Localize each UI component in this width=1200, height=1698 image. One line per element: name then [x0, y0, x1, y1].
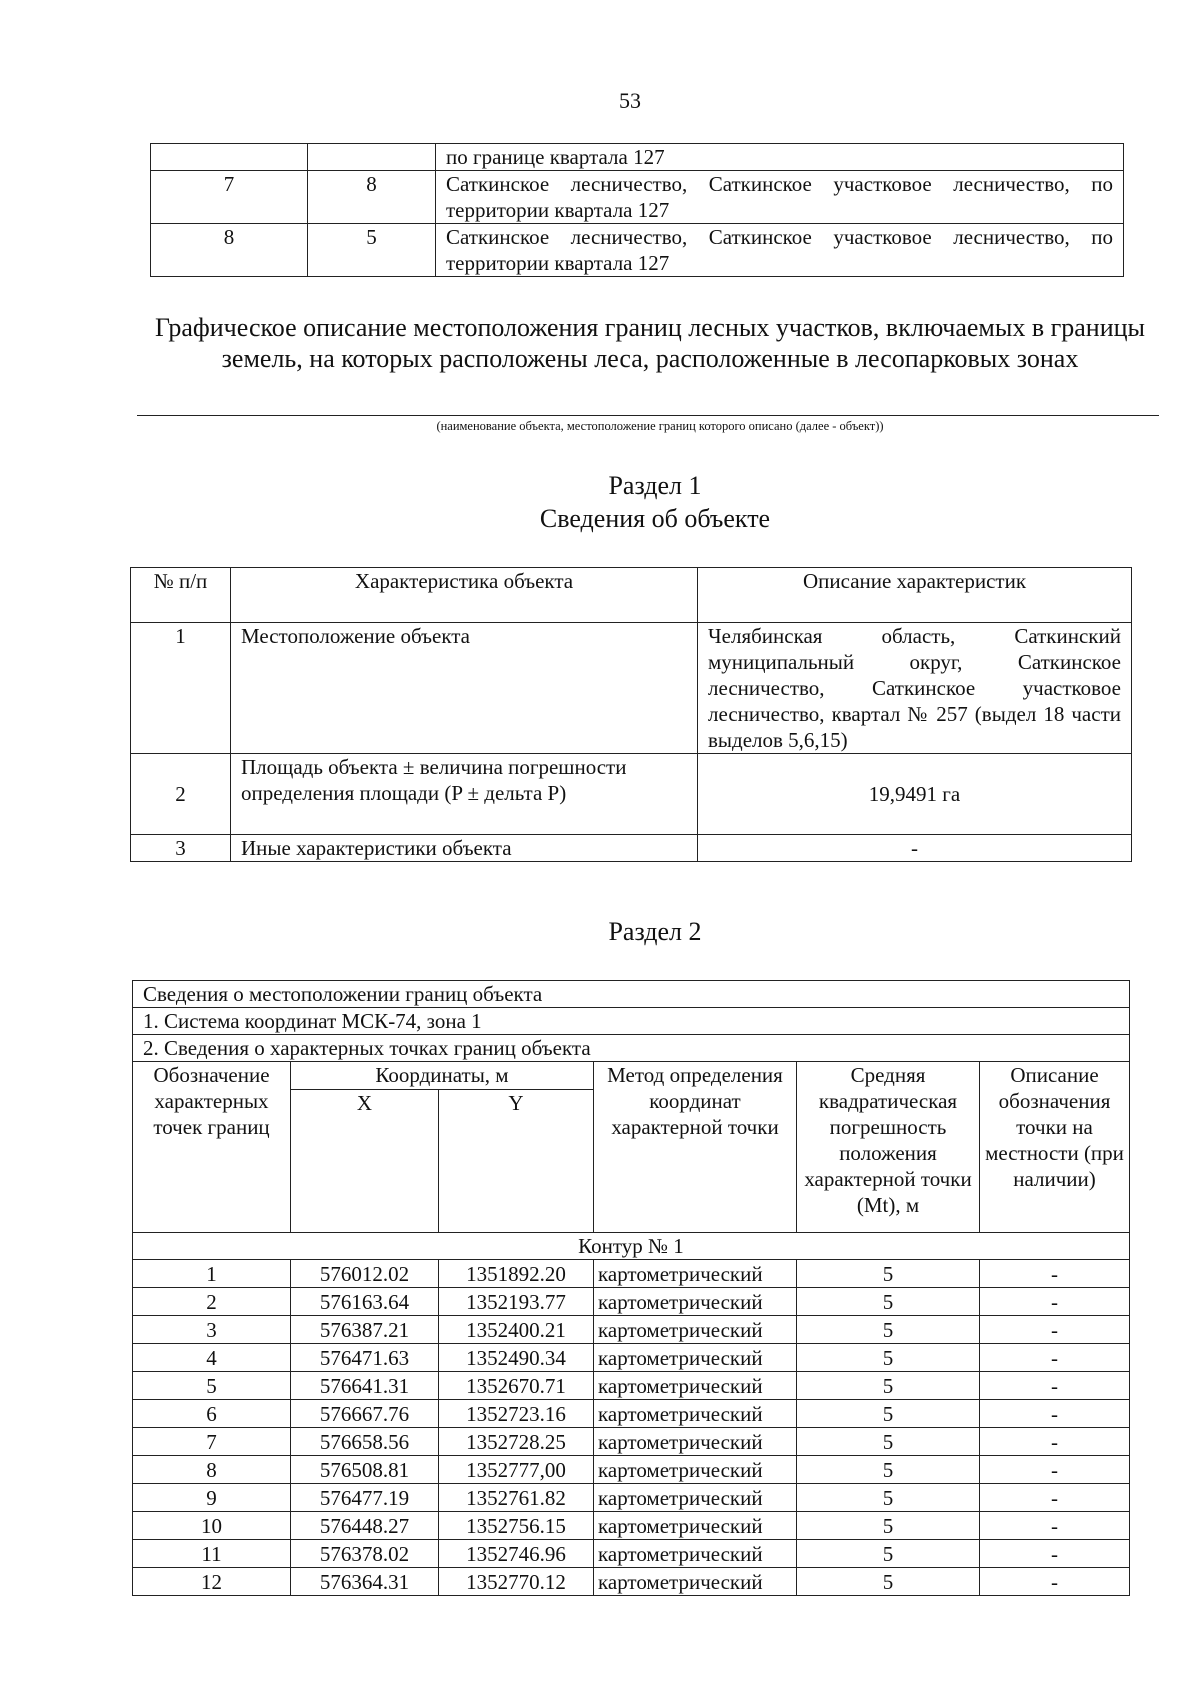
- point-number: 1: [133, 1260, 291, 1288]
- mean-error: 5: [797, 1512, 980, 1540]
- row-characteristic: Иные характеристики объекта: [231, 835, 698, 862]
- boundary-description: Саткинское лесничество, Саткинское участковое лесничество, по территории квартала 127: [436, 171, 1124, 224]
- mean-error: 5: [797, 1316, 980, 1344]
- table-row: [131, 754, 1132, 835]
- location-note: -: [980, 1288, 1130, 1316]
- table-row: [133, 1428, 1130, 1456]
- boundary-description-table: [150, 143, 1124, 277]
- coord-y: 1352400.21: [439, 1316, 594, 1344]
- method: картометрический: [594, 1540, 797, 1568]
- mean-error: 5: [797, 1456, 980, 1484]
- coord-y: 1352723.16: [439, 1400, 594, 1428]
- header-characteristic: Характеристика объекта: [231, 568, 698, 623]
- point-number: 9: [133, 1484, 291, 1512]
- coord-y: 1352756.15: [439, 1512, 594, 1540]
- point-number: 8: [133, 1456, 291, 1484]
- mean-error: 5: [797, 1344, 980, 1372]
- header-x: X: [291, 1090, 439, 1233]
- method: картометрический: [594, 1484, 797, 1512]
- point-number: 2: [133, 1288, 291, 1316]
- contour-label: Контур № 1: [133, 1233, 1130, 1260]
- method: картометрический: [594, 1344, 797, 1372]
- coord-x: 576012.02: [291, 1260, 439, 1288]
- row-description: Челябинская область, Саткинский муниципальный округ, Саткинское лесничество, Саткинское участковое лесничество, квартал № 257 (выдел 18 части выделов 5,6,15): [698, 623, 1132, 754]
- points-title-row: [133, 1035, 1130, 1062]
- table-title: Сведения о местоположении границ объекта: [133, 981, 1130, 1008]
- table-header-row: [133, 1062, 1130, 1090]
- points-body: [133, 1260, 1130, 1596]
- point-from: 8: [151, 224, 308, 277]
- row-characteristic: Площадь объекта ± величина погрешности определения площади (P ± дельта P): [231, 754, 698, 835]
- location-note: -: [980, 1400, 1130, 1428]
- header-method: Метод определения координат характерной точки: [594, 1062, 797, 1233]
- location-note: -: [980, 1316, 1130, 1344]
- location-note: -: [980, 1456, 1130, 1484]
- header-description: Описание характеристик: [698, 568, 1132, 623]
- method: картометрический: [594, 1288, 797, 1316]
- coord-y: 1351892.20: [439, 1260, 594, 1288]
- table-row: [133, 1484, 1130, 1512]
- point-from: 7: [151, 171, 308, 224]
- table-title-row: [133, 981, 1130, 1008]
- table-row: [151, 171, 1124, 224]
- point-number: 7: [133, 1428, 291, 1456]
- coord-x: 576378.02: [291, 1540, 439, 1568]
- mean-error: 5: [797, 1260, 980, 1288]
- table-row: [131, 835, 1132, 862]
- header-error: Средняя квадратическая погрешность положения характерной точки (Mt), м: [797, 1062, 980, 1233]
- coord-y: 1352746.96: [439, 1540, 594, 1568]
- point-number: 5: [133, 1372, 291, 1400]
- row-characteristic: Местоположение объекта: [231, 623, 698, 754]
- mean-error: 5: [797, 1568, 980, 1596]
- location-note: -: [980, 1568, 1130, 1596]
- mean-error: 5: [797, 1428, 980, 1456]
- boundary-points-table: [132, 980, 1130, 1596]
- method: картометрический: [594, 1260, 797, 1288]
- coord-y: 1352761.82: [439, 1484, 594, 1512]
- coord-y: 1352770.12: [439, 1568, 594, 1596]
- table-row: [133, 1316, 1130, 1344]
- header-num: № п/п: [131, 568, 231, 623]
- method: картометрический: [594, 1372, 797, 1400]
- coord-x: 576163.64: [291, 1288, 439, 1316]
- coord-x: 576448.27: [291, 1512, 439, 1540]
- point-from: [151, 144, 308, 171]
- mean-error: 5: [797, 1540, 980, 1568]
- method: картометрический: [594, 1456, 797, 1484]
- contour-row: [133, 1233, 1130, 1260]
- coord-y: 1352193.77: [439, 1288, 594, 1316]
- location-note: -: [980, 1344, 1130, 1372]
- method: картометрический: [594, 1428, 797, 1456]
- mean-error: 5: [797, 1372, 980, 1400]
- header-location: Описание обозначения точки на местности (при наличии): [980, 1062, 1130, 1233]
- coordinate-system: 1. Система координат МСК-74, зона 1: [133, 1008, 1130, 1035]
- coord-y: 1352670.71: [439, 1372, 594, 1400]
- table-header-row: [131, 568, 1132, 623]
- section1-heading: Раздел 1: [608, 471, 702, 500]
- coordinate-system-row: [133, 1008, 1130, 1035]
- point-to: 8: [308, 171, 436, 224]
- boundary-description: Саткинское лесничество, Саткинское участковое лесничество, по территории квартала 127: [436, 224, 1124, 277]
- coord-y: 1352777,00: [439, 1456, 594, 1484]
- header-y: Y: [439, 1090, 594, 1233]
- table-row: [151, 224, 1124, 277]
- header-designation: Обозначение характерных точек границ: [133, 1062, 291, 1233]
- location-note: -: [980, 1428, 1130, 1456]
- table-row: [133, 1456, 1130, 1484]
- method: картометрический: [594, 1316, 797, 1344]
- point-number: 12: [133, 1568, 291, 1596]
- table-row: [133, 1568, 1130, 1596]
- method: картометрический: [594, 1512, 797, 1540]
- point-number: 6: [133, 1400, 291, 1428]
- row-num: 1: [131, 623, 231, 754]
- point-number: 11: [133, 1540, 291, 1568]
- mean-error: 5: [797, 1400, 980, 1428]
- point-number: 3: [133, 1316, 291, 1344]
- coord-x: 576471.63: [291, 1344, 439, 1372]
- location-note: -: [980, 1260, 1130, 1288]
- row-description: 19,9491 га: [698, 754, 1132, 835]
- title-underline: [137, 415, 1159, 416]
- object-info-table: [130, 567, 1132, 862]
- location-note: -: [980, 1540, 1130, 1568]
- mean-error: 5: [797, 1288, 980, 1316]
- object-title: Графическое описание местоположения границ лесных участков, включаемых в границы земель, на которых расположены леса, расположенные в лесопарковых зонах: [154, 313, 1146, 373]
- table-row: [133, 1372, 1130, 1400]
- section1-subtitle: Сведения об объекте: [539, 504, 771, 533]
- location-note: -: [980, 1372, 1130, 1400]
- coord-x: 576387.21: [291, 1316, 439, 1344]
- table-row: [131, 623, 1132, 754]
- section2-heading: Раздел 2: [608, 917, 702, 946]
- points-title: 2. Сведения о характерных точках границ объекта: [133, 1035, 1130, 1062]
- method: картометрический: [594, 1400, 797, 1428]
- coord-x: 576658.56: [291, 1428, 439, 1456]
- coord-x: 576364.31: [291, 1568, 439, 1596]
- table-row: [133, 1260, 1130, 1288]
- table-row: [133, 1400, 1130, 1428]
- table-row: [133, 1540, 1130, 1568]
- table-row: [133, 1512, 1130, 1540]
- coord-x: 576667.76: [291, 1400, 439, 1428]
- coord-x: 576508.81: [291, 1456, 439, 1484]
- table-row: [133, 1288, 1130, 1316]
- point-number: 10: [133, 1512, 291, 1540]
- mean-error: 5: [797, 1484, 980, 1512]
- row-num: 2: [131, 754, 231, 835]
- coord-y: 1352728.25: [439, 1428, 594, 1456]
- coord-y: 1352490.34: [439, 1344, 594, 1372]
- location-note: -: [980, 1484, 1130, 1512]
- table-row: [133, 1344, 1130, 1372]
- header-coordinates: Координаты, м: [291, 1062, 594, 1090]
- point-to: [308, 144, 436, 171]
- coord-x: 576477.19: [291, 1484, 439, 1512]
- table-row: [151, 144, 1124, 171]
- object-caption: (наименование объекта, местоположение границ которого описано (далее - объект)): [436, 419, 884, 433]
- row-num: 3: [131, 835, 231, 862]
- method: картометрический: [594, 1568, 797, 1596]
- point-number: 4: [133, 1344, 291, 1372]
- row-description: -: [698, 835, 1132, 862]
- location-note: -: [980, 1512, 1130, 1540]
- coord-x: 576641.31: [291, 1372, 439, 1400]
- boundary-description: по границе квартала 127: [436, 144, 1124, 171]
- point-to: 5: [308, 224, 436, 277]
- page-number: 53: [619, 88, 641, 113]
